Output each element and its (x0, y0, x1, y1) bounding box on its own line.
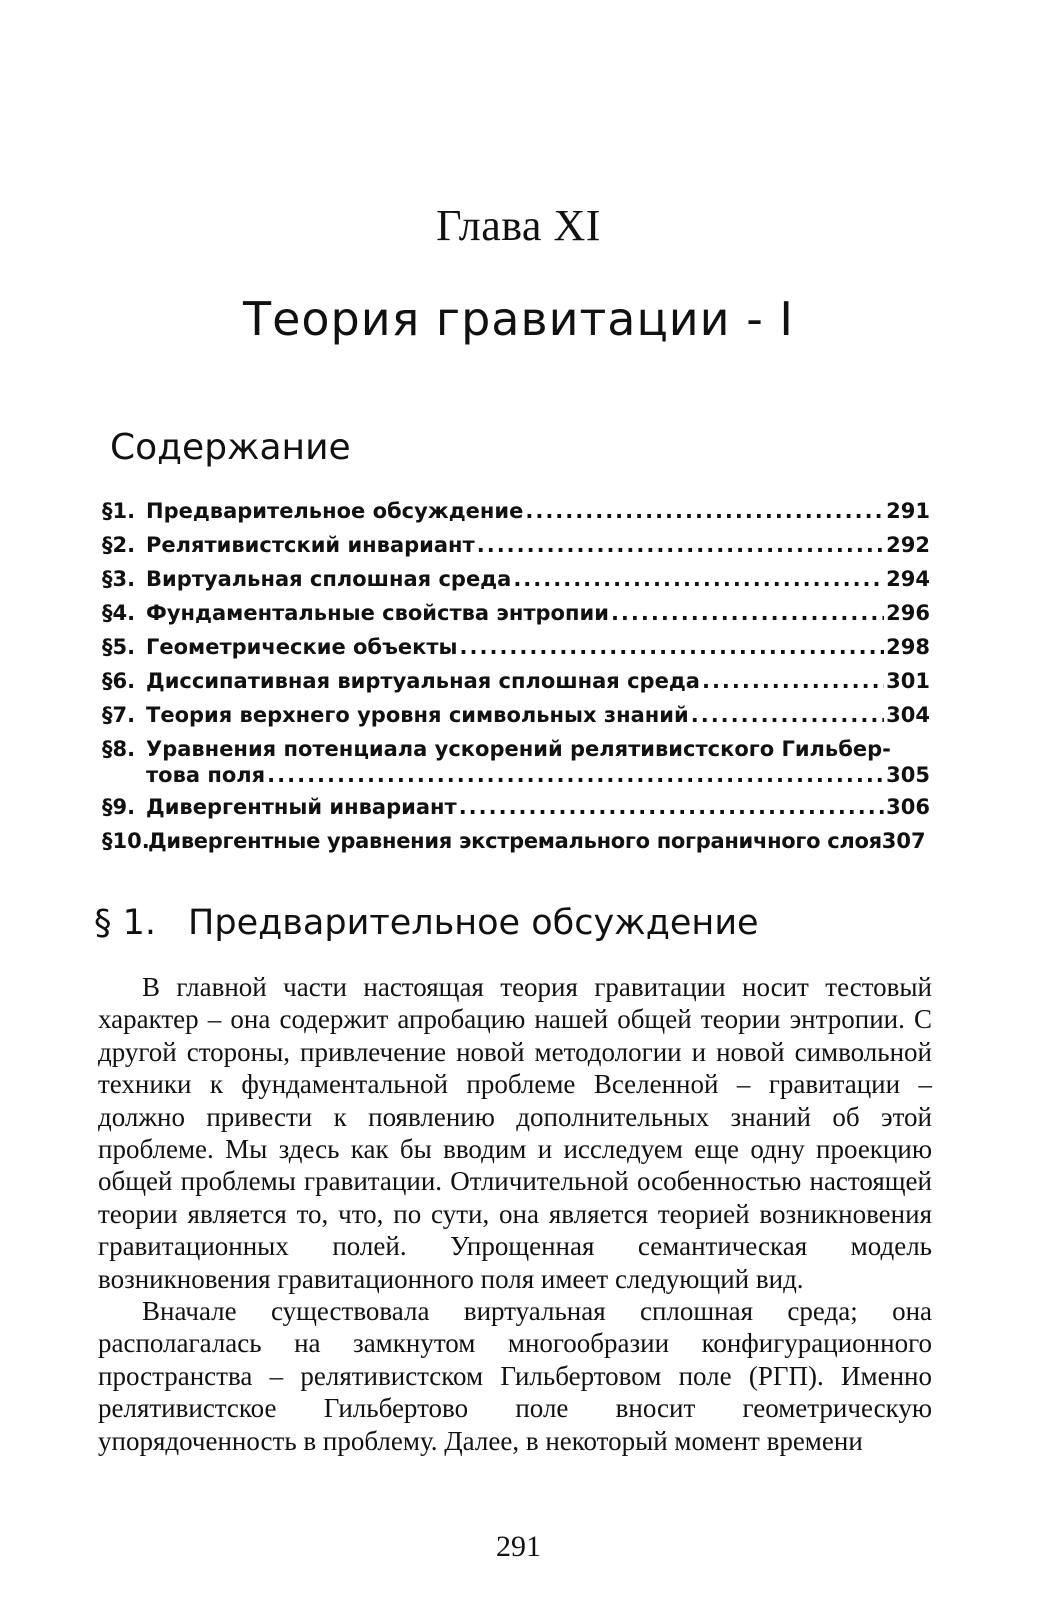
toc-leader-dots (513, 562, 884, 596)
toc-entry-title: Дивергентный инвариант (146, 795, 457, 819)
toc-leader-dots (459, 790, 884, 824)
toc-entry-title: Дивергентные уравнения экстремального пограничного слоя (148, 829, 882, 853)
toc-entry-number: §8. (102, 737, 136, 761)
toc-entry (102, 528, 930, 562)
toc-entry (102, 494, 930, 528)
toc-entry-page: 304 (886, 703, 930, 727)
toc-entry-number: §7. (102, 703, 136, 727)
section-number: § 1. (94, 903, 157, 943)
toc-entry-page: 307 (881, 829, 926, 853)
toc-entry (102, 698, 930, 732)
page-number: 291 (496, 1530, 541, 1563)
toc-leader-dots (691, 698, 884, 732)
toc-leader-dots (460, 630, 885, 664)
toc-entry (102, 630, 930, 664)
toc-entry-page: 294 (886, 567, 930, 591)
toc-entry-number: §1. (102, 499, 136, 523)
toc-entry-title-continued: това поля (146, 763, 266, 787)
toc-entry (102, 562, 930, 596)
toc-entry-title: Фундаментальные свойства энтропии (146, 601, 609, 625)
toc-entry-page: 301 (886, 669, 930, 693)
toc-entry (102, 732, 930, 790)
toc-entry (102, 596, 930, 630)
toc-entry-title: Релятивистский инвариант (146, 533, 475, 557)
chapter-label: Глава XI (436, 201, 601, 250)
toc-entry-number: §2. (102, 533, 136, 557)
section-title: Предварительное обсуждение (188, 903, 759, 943)
toc-entry-page: 306 (886, 795, 930, 819)
toc-entry-number: §6. (102, 669, 136, 693)
toc-leader-dots (525, 494, 884, 528)
toc-entry-page: 305 (886, 763, 930, 787)
toc-entry-title: Теория верхнего уровня символьных знаний (146, 703, 689, 727)
toc-entry (102, 664, 930, 698)
toc-entry-title: Уравнения потенциала ускорений релятивистского Гильбер- (146, 737, 891, 761)
toc-leader-dots (477, 528, 884, 562)
body-text (98, 971, 932, 1457)
paragraph: Вначале существовала виртуальная сплошная среда; она располагалась на замкнутом многообразии конфигурационного пространства – релятивистском Гильбертовом поле (РГП). Именно релятивистское Гильбертово поле вносит геометрическую упорядоченность в проблему. Далее, в некоторый момент времени (98, 1296, 932, 1456)
toc-entry-title: Геометрические объекты (146, 635, 458, 659)
toc-entry-number: §4. (102, 601, 136, 625)
toc-entry-title: Виртуальная сплошная среда (146, 567, 512, 591)
toc-entry-number: §9. (102, 795, 136, 819)
toc-heading: Содержание (110, 427, 351, 468)
toc-entry-title: Диссипативная виртуальная сплошная среда (146, 669, 700, 693)
toc-entry-title: Предварительное обсуждение (146, 499, 524, 523)
toc-leader-dots (611, 596, 884, 630)
toc-entry-number: §10. (102, 829, 150, 853)
table-of-contents (102, 494, 930, 858)
section-heading (94, 903, 759, 943)
toc-entry-number: §3. (102, 567, 136, 591)
toc-leader-dots (267, 762, 884, 788)
toc-entry-page: 296 (886, 601, 930, 625)
toc-entry-number: §5. (102, 635, 136, 659)
toc-leader-dots (702, 664, 884, 698)
toc-entry (102, 824, 930, 858)
paragraph: В главной части настоящая теория гравитации носит тестовый характер – она содержит апробацию нашей общей теории энтропии. С другой стороны, привлечение новой методологии и новой символьной техники к фундаментальной проблеме Вселенной – гравитации – должно привести к появлению дополнительных знаний об этой проблеме. Мы здесь как бы вводим и исследуем еще одну проекцию общей проблемы гравитации. Отличительной особенностью настоящей теории является то, что, по сути, она является теорией возникновения гравитационных полей. Упрощенная семантическая модель возникновения гравитационного поля имеет следующий вид. (98, 972, 932, 1294)
toc-entry (102, 790, 930, 824)
toc-entry-page: 292 (886, 533, 930, 557)
toc-entry-page: 291 (886, 499, 930, 523)
chapter-title: Теория гравитации - I (243, 292, 794, 346)
toc-entry-page: 298 (886, 635, 930, 659)
